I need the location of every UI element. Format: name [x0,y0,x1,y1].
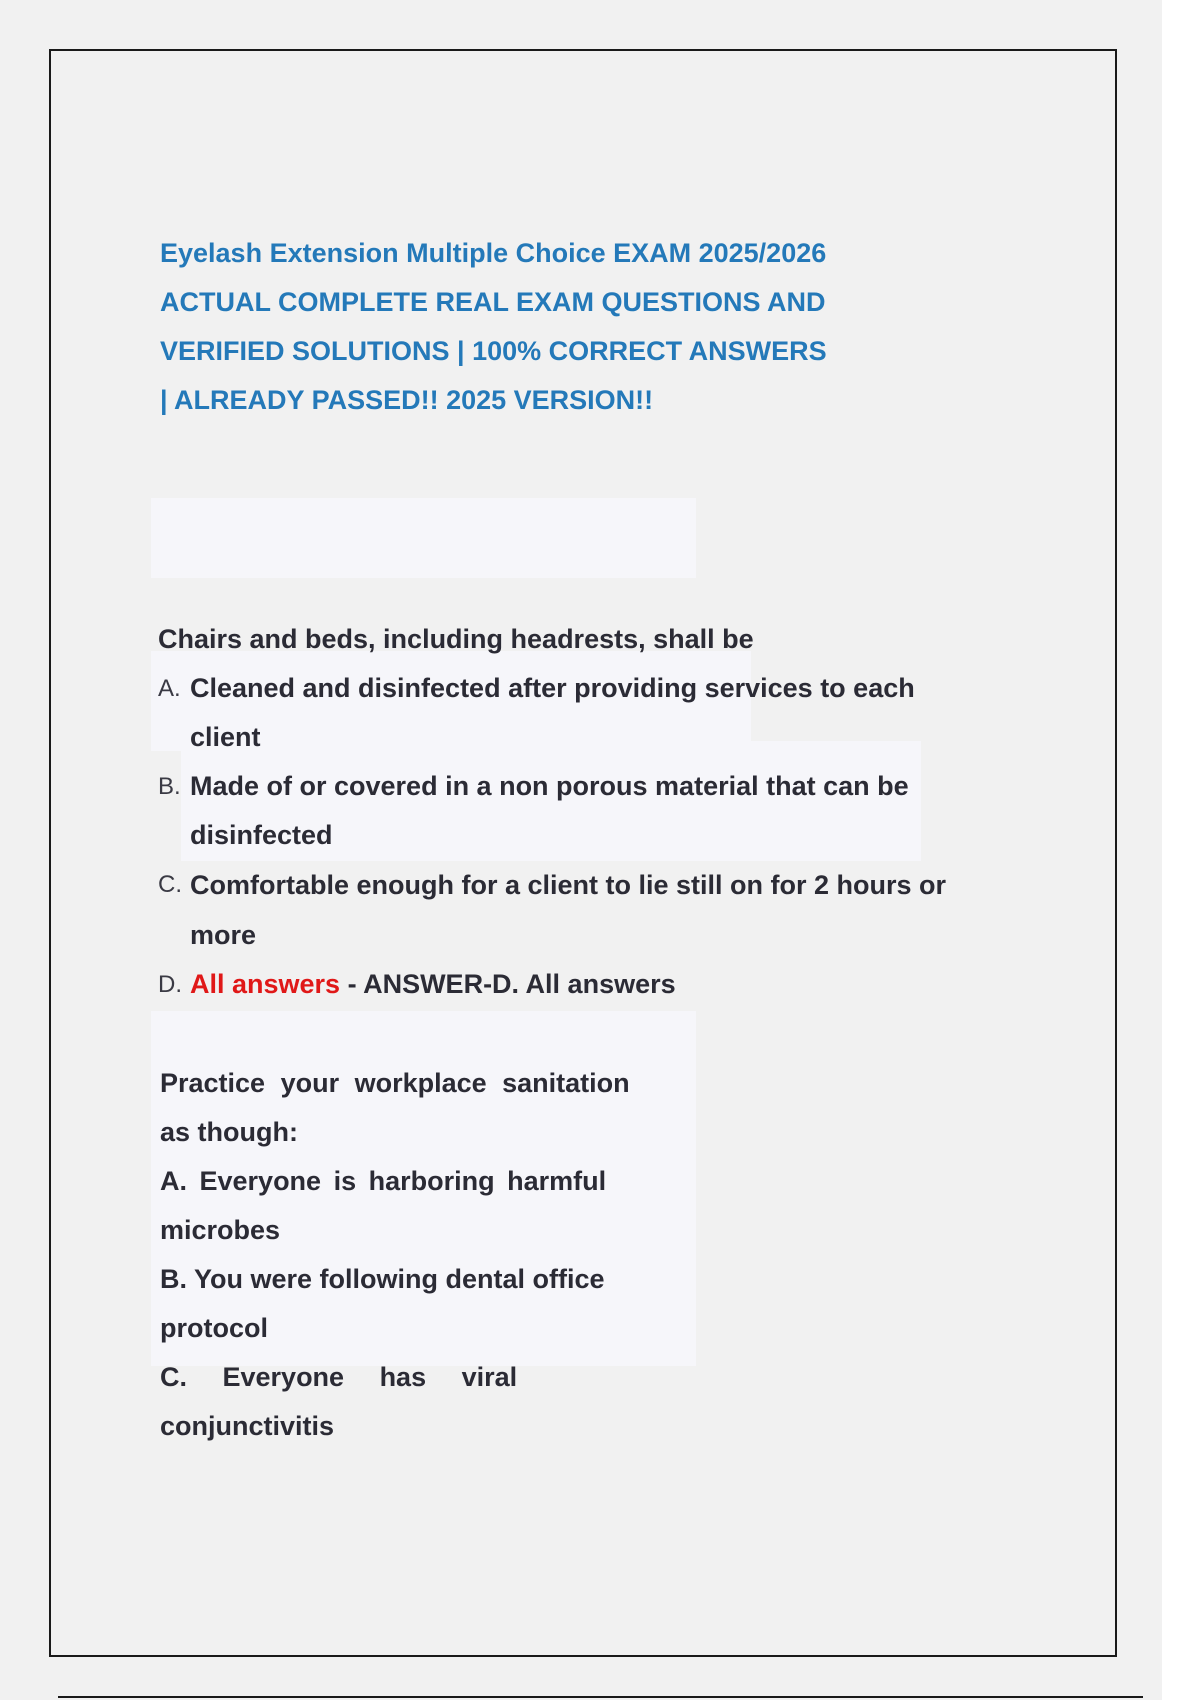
question-2-line: conjunctivitis [160,1411,335,1441]
option-letter: B. [158,773,181,800]
title-line: VERIFIED SOLUTIONS | 100% CORRECT ANSWERS [160,336,827,366]
question-1 [158,615,1058,1009]
question-1-option-a [158,664,1058,762]
question-2-line: B. You were following dental office [160,1264,605,1294]
title-line: | ALREADY PASSED!! 2025 VERSION!! [160,385,654,415]
question-1-option-c [158,860,1058,960]
option-letter: D. [158,971,182,998]
option-text-line: client [190,722,261,752]
option-text-line: Cleaned and disinfected after providing services to each [190,673,915,703]
question-2-line: C. Everyone has viral [160,1362,518,1392]
question-2-line: microbes [160,1215,281,1245]
title-line: ACTUAL COMPLETE REAL EXAM QUESTIONS AND [160,287,826,317]
option-text-line: more [190,920,257,950]
title-line: Eyelash Extension Multiple Choice EXAM 2025/2026 [160,238,827,268]
question-2-line: Practice your workplace sanitation [160,1068,630,1098]
question-1-stem: Chairs and beds, including headrests, shall be [158,624,754,654]
answer-line [190,960,1058,1009]
question-2 [160,1059,660,1451]
option-text-line: Comfortable enough for a client to lie still on for 2 hours or [190,870,947,900]
option-letter: C. [158,871,182,898]
highlight-block [151,498,696,578]
next-page-edge [58,1696,1143,1698]
answer-highlight: All answers [190,969,341,999]
option-text-line: Made of or covered in a non porous material that can be [190,771,909,801]
question-1-option-d [158,960,1058,1009]
option-text-line: disinfected [190,820,333,850]
question-2-line: protocol [160,1313,268,1343]
question-1-option-b [158,762,1058,860]
answer-text: - ANSWER-D. All answers [340,969,676,999]
question-2-line: A. Everyone is harboring harmful [160,1166,607,1196]
document-title [160,229,920,425]
option-letter: A. [158,675,181,702]
question-2-line: as though: [160,1117,298,1147]
document-page [49,49,1117,1657]
